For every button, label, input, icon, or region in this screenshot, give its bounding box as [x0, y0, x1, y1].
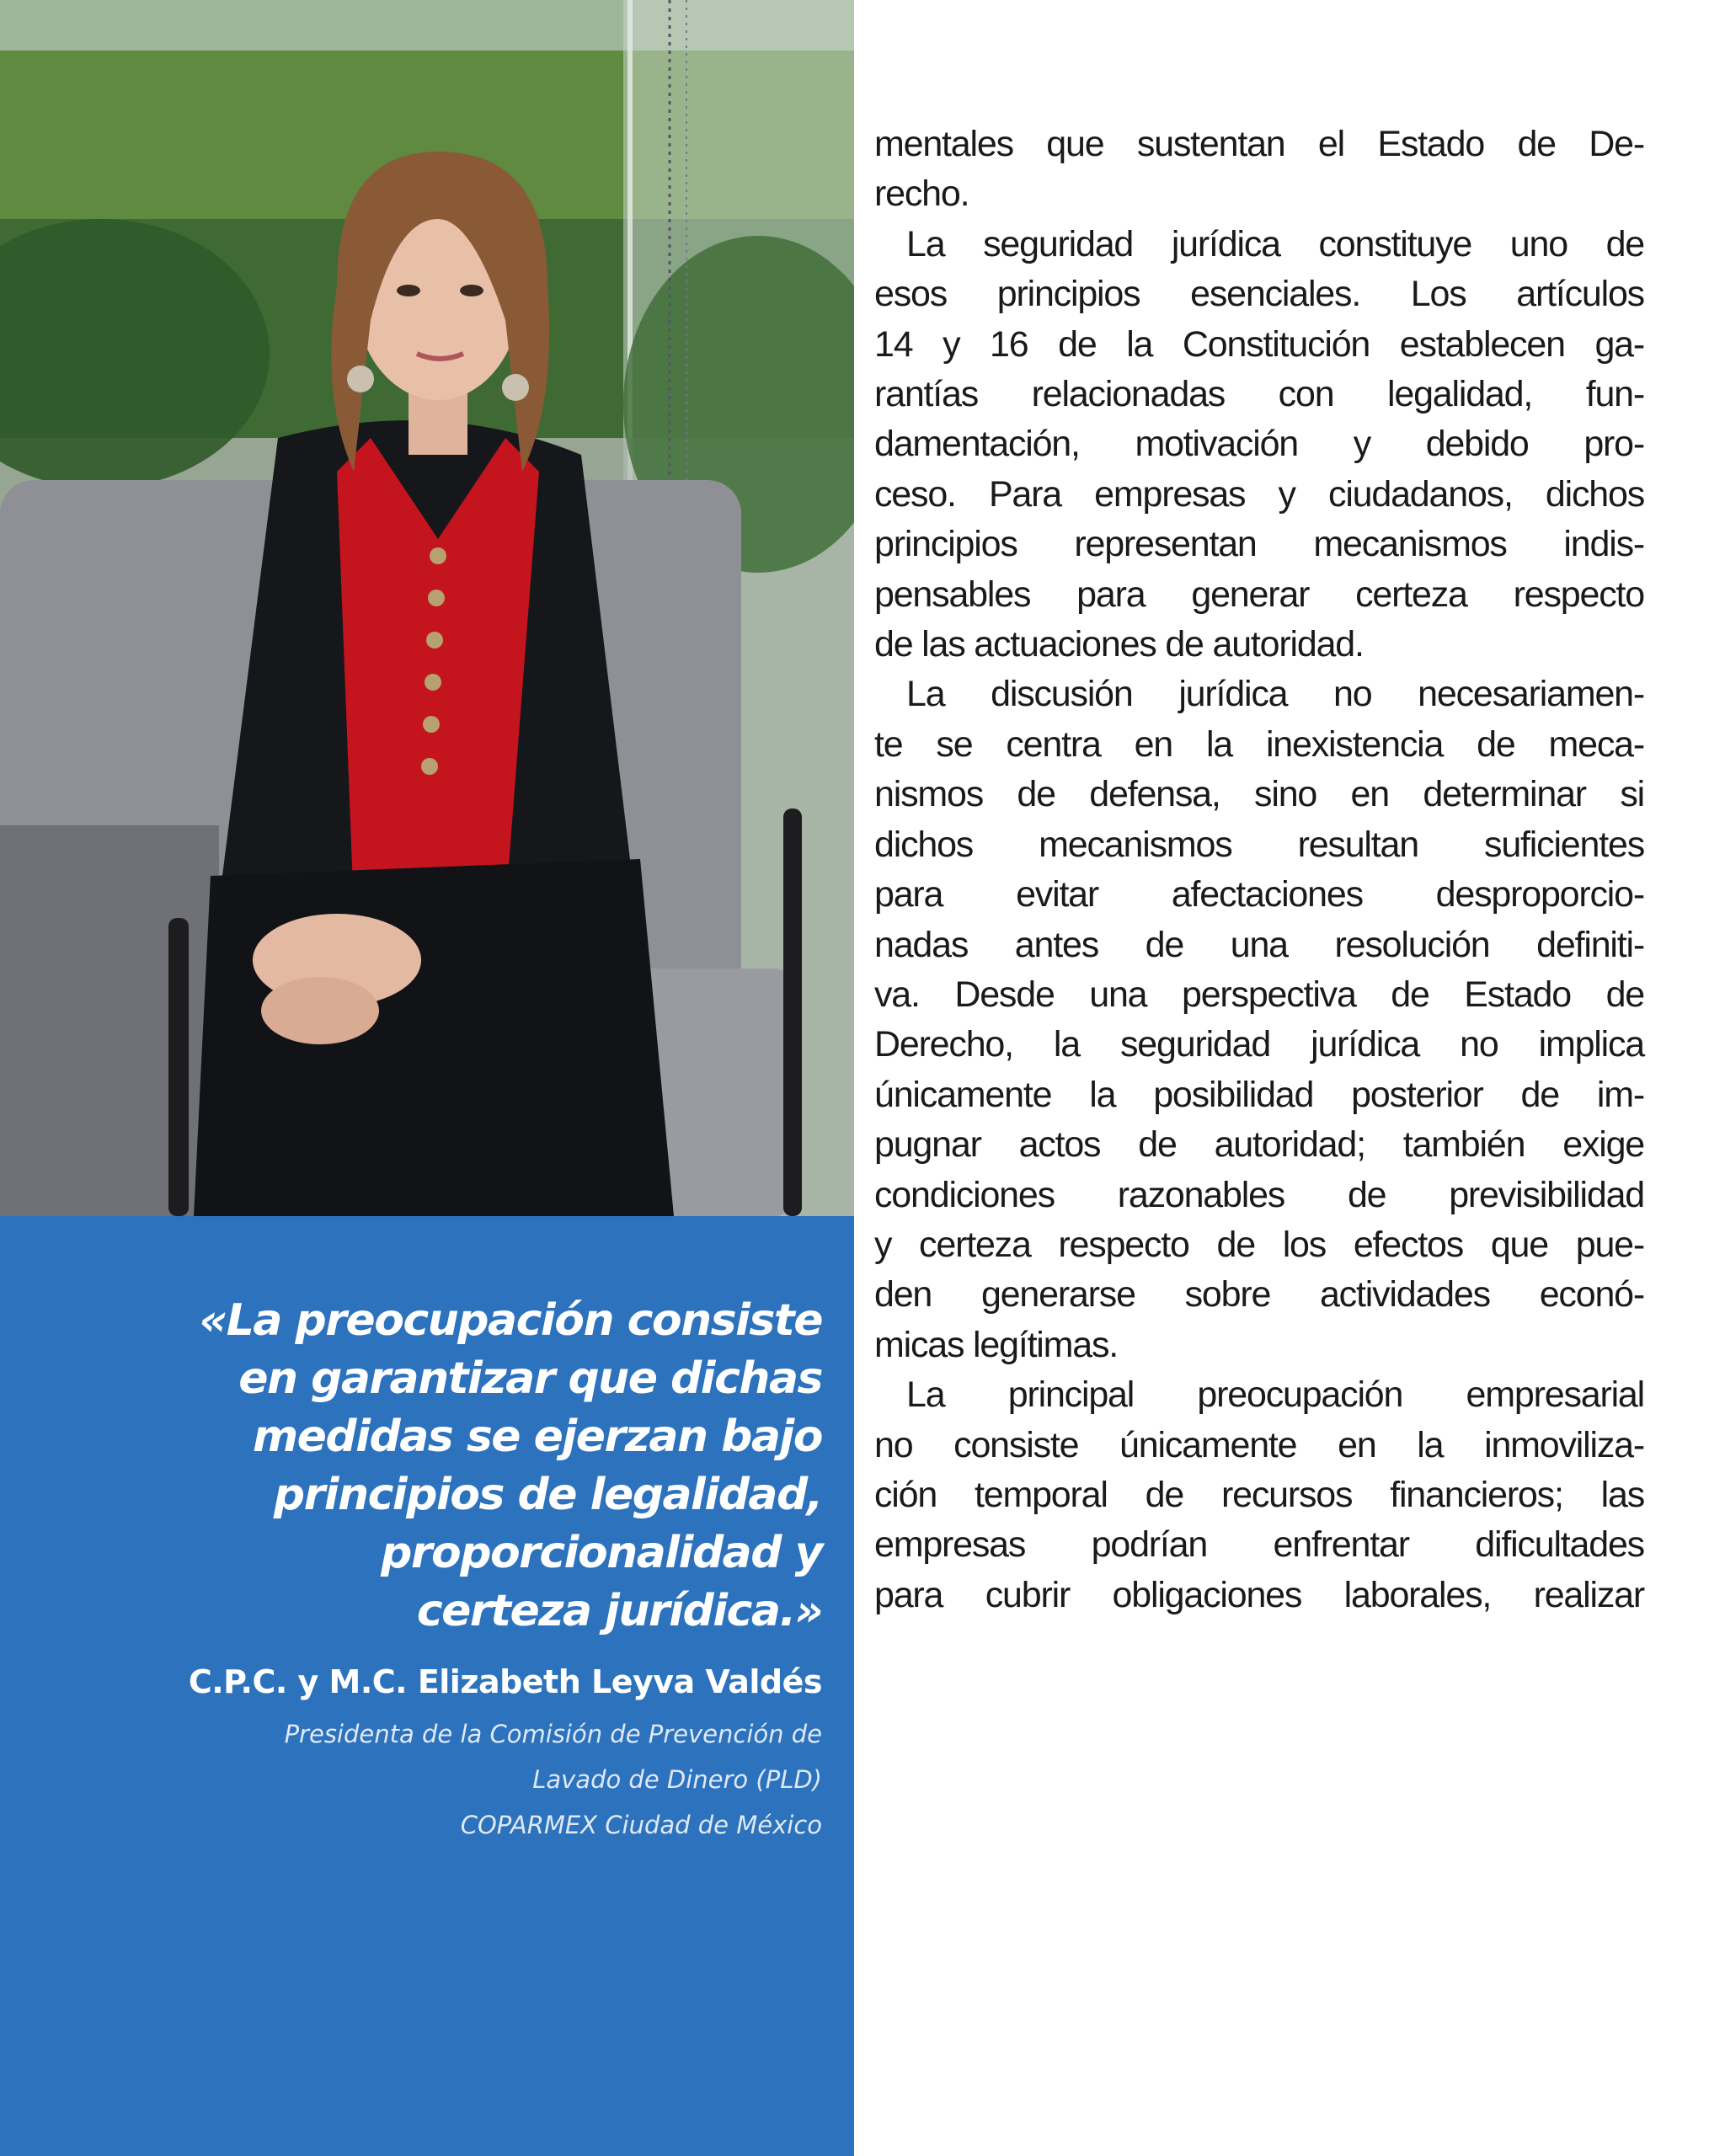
article-line: pugnar actos de autoridad; también exige: [874, 1124, 1644, 1166]
article-line: únicamente la posibilidad posterior de im-: [874, 1074, 1644, 1115]
article-line: ceso. Para empresas y ciudadanos, dichos: [874, 473, 1644, 515]
article-line: ción temporal de recursos financieros; las: [874, 1474, 1644, 1515]
portrait-illustration: [0, 0, 854, 1216]
article-line: nadas antes de una resolución definiti-: [874, 924, 1644, 965]
article-line: esos principios esenciales. Los artículos: [874, 274, 1644, 315]
author-role: [51, 1711, 822, 1848]
quote-panel: [0, 1216, 854, 2156]
article-line: mentales que sustentan el Estado de De-: [874, 124, 1644, 164]
article-line: va. Desde una perspectiva de Estado de: [874, 974, 1644, 1015]
pull-quote: [51, 1292, 822, 1641]
article-line: para cubrir obligaciones laborales, realizar: [874, 1574, 1644, 1615]
article-line: de las actuaciones de autoridad.: [874, 624, 1364, 665]
author-name: C.P.C. y M.C. Elizabeth Leyva Valdés: [188, 1663, 822, 1700]
article-line: 14 y 16 de la Constitución establecen ga-: [874, 323, 1644, 365]
article-line: principios representan mecanismos indis-: [874, 524, 1644, 565]
portrait-photo: [0, 0, 854, 1216]
article-line: La seguridad jurídica constituye uno de: [906, 223, 1644, 264]
pull-quote-line: en garantizar que dichas: [238, 1353, 822, 1404]
article-line: para evitar afectaciones desproporcio-: [874, 874, 1644, 915]
article-line: den generarse sobre actividades econó-: [874, 1274, 1644, 1315]
article-line: recho.: [874, 173, 969, 215]
author-role-line: COPARMEX Ciudad de México: [460, 1811, 822, 1839]
pull-quote-line: proporcionalidad y: [381, 1528, 822, 1578]
article-line: te se centra en la inexistencia de meca-: [874, 723, 1644, 765]
article-line: La discusión jurídica no necesariamen-: [906, 674, 1644, 715]
article-line: La principal preocupación empresarial: [906, 1374, 1644, 1416]
pull-quote-line: principios de legalidad,: [273, 1470, 822, 1520]
article-line: y certeza respecto de los efectos que pue-: [874, 1224, 1644, 1265]
article-line: micas legítimas.: [874, 1324, 1119, 1365]
author-role-line: Presidenta de la Comisión de Prevención de: [284, 1720, 822, 1748]
article-line: Derecho, la seguridad jurídica no implica: [874, 1024, 1644, 1065]
pull-quote-line: medidas se ejerzan bajo: [252, 1412, 822, 1462]
article-line: condiciones razonables de previsibilidad: [874, 1174, 1644, 1215]
article-line: pensables para generar certeza respecto: [874, 574, 1644, 615]
article-line: damentación, motivación y debido pro-: [874, 424, 1644, 465]
pull-quote-line: «La preocupación consiste: [199, 1295, 822, 1346]
article-line: rantías relacionadas con legalidad, fun-: [874, 374, 1644, 415]
article-line: nismos de defensa, sino en determinar si: [874, 774, 1644, 815]
author-role-line: Lavado de Dinero (PLD): [532, 1765, 822, 1794]
article-line: dichos mecanismos resultan suficientes: [874, 824, 1644, 865]
pull-quote-line: certeza jurídica.»: [416, 1586, 822, 1636]
article-body: [874, 120, 1644, 1620]
article-line: empresas podrían enfrentar dificultades: [874, 1524, 1644, 1566]
article-line: no consiste únicamente en la inmoviliza-: [874, 1424, 1644, 1465]
